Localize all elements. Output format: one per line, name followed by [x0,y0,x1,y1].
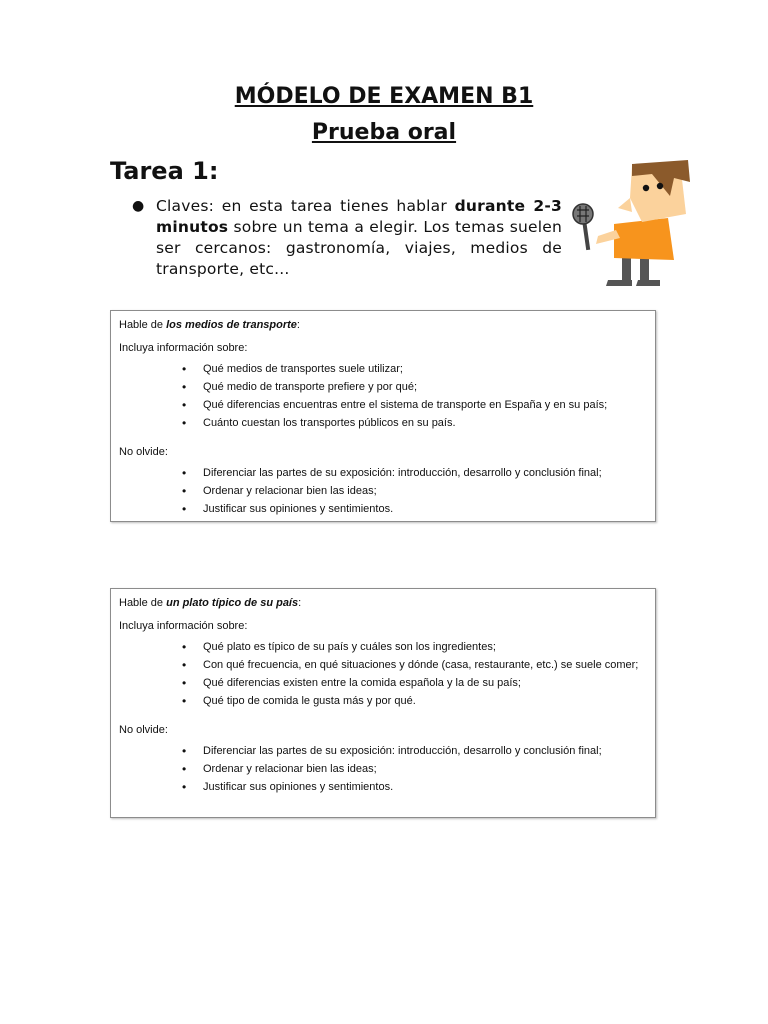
remember-label: No olvide: [119,446,168,458]
intro-bullet [132,196,562,280]
list-item: • Diferenciar las partes de su exposición: introducción, desarrollo y conclusión final; [179,742,647,760]
card-heading [119,595,647,611]
intro-text-part1: Claves: en esta tarea tienes hablar [156,197,455,215]
list-item: • Justificar sus opiniones y sentimientos. [179,778,647,796]
list-item: • Ordenar y relacionar bien las ideas; [179,760,647,778]
card-heading-prefix: Hable de [119,597,167,609]
task-heading: Tarea 1: [110,157,219,185]
list-item: • Justificar sus opiniones y sentimientos. [179,500,647,518]
card-topic: los medios de transporte [166,319,297,331]
info-label: Incluya información sobre: [119,620,248,632]
info-list [119,360,647,432]
info-label: Incluya información sobre: [119,342,248,354]
info-list [119,638,647,710]
intro-text-part2: sobre un tema a elegir. Los temas suelen ser cercanos: gastronomía, viajes, medios de transporte, etc... [156,218,562,278]
remember-label: No olvide: [119,724,168,736]
intro-text [156,196,562,280]
bullet-icon: ● [132,198,145,214]
card-heading-suffix: : [296,319,300,331]
shoe-left [606,280,632,286]
remember-list [119,742,647,796]
task-card-dish [110,588,656,818]
list-item: • Cuánto cuestan los transportes públicos en su país. [179,414,647,432]
list-item: • Qué medio de transporte prefiere y por qué; [179,378,647,396]
card-heading-prefix: Hable de [119,319,167,331]
page-subtitle: Prueba oral [311,120,457,145]
card-heading [119,317,647,333]
card-heading-suffix: : [298,597,302,609]
list-item: • Diferenciar las partes de su exposición: introducción, desarrollo y conclusión final; [179,464,647,482]
mic-head [573,204,593,224]
list-item: • Ordenar y relacionar bien las ideas; [179,482,647,500]
remember-list [119,464,647,518]
shoe-right [636,280,660,286]
page-title: MÓDELO DE EXAMEN B1 [234,84,534,109]
task-card-transport [110,310,656,522]
eye-left [643,185,649,191]
list-item: • Qué plato es típico de su país y cuáles son los ingredientes; [179,638,647,656]
intro-duration: durante 2-3 minutos [156,197,562,236]
eye-right [657,183,663,189]
list-item: • Qué diferencias encuentras entre el sistema de transporte en España y en su país; [179,396,647,414]
list-item: • Qué medios de transportes suele utilizar; [179,360,647,378]
nose [618,198,632,212]
speaker-with-microphone-icon [570,152,695,292]
shirt [614,218,674,260]
card-topic: un plato típico de su país [166,597,299,609]
list-item: • Con qué frecuencia, en qué situaciones y dónde (casa, restaurante, etc.) se suele comer; [179,656,647,674]
list-item: • Qué tipo de comida le gusta más y por qué. [179,692,647,710]
list-item: • Qué diferencias existen entre la comida española y la de su país; [179,674,647,692]
